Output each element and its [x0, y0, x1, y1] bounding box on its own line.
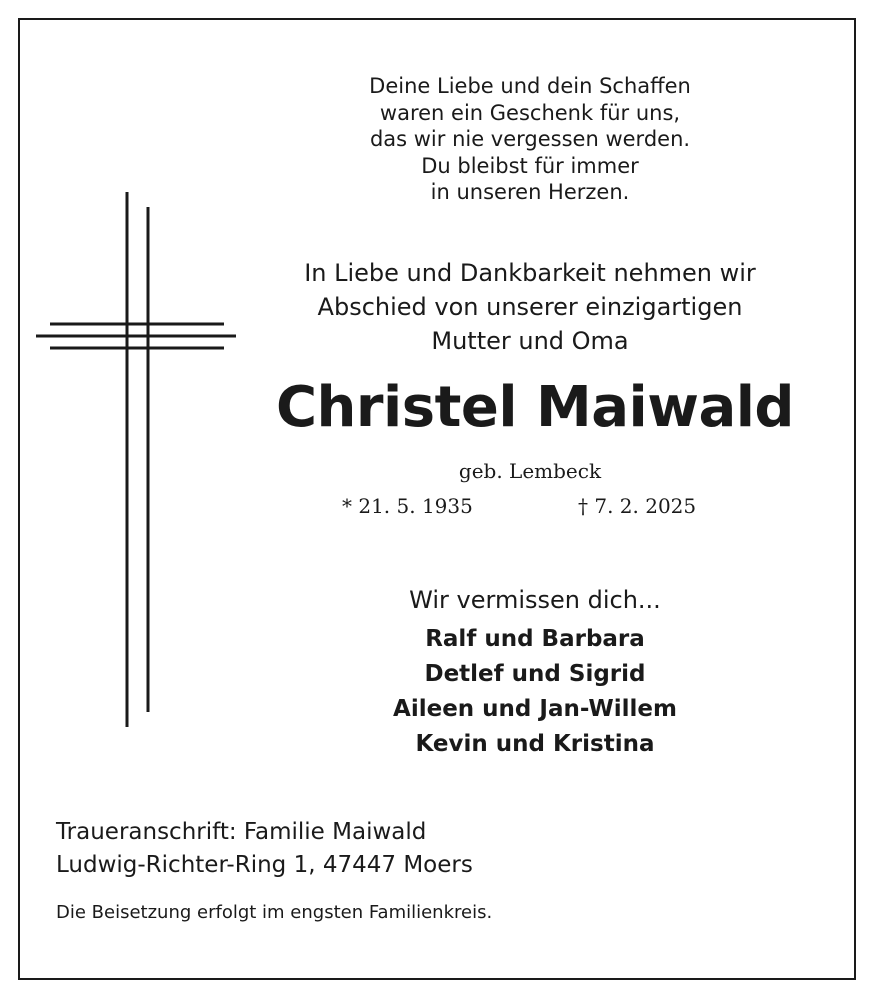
address-line: Ludwig-Richter-Ring 1, 47447 Moers	[56, 852, 473, 878]
deceased-name: Christel Maiwald	[275, 375, 795, 440]
poem-line: Du bleibst für immer	[421, 153, 639, 178]
poem-line: das wir nie vergessen werden.	[369, 127, 691, 151]
poem-line: waren ein Geschenk für uns,	[379, 100, 681, 125]
intro-line: Abschied von unserer einzigartigen	[317, 293, 743, 321]
mourners-list	[330, 622, 740, 762]
burial-note: Die Beisetzung erfolgt im engsten Familienkreis.	[56, 902, 493, 923]
mourner-entry: Aileen und Jan-Willem	[393, 696, 677, 722]
farewell-intro	[240, 256, 820, 358]
death-date: † 7. 2. 2025	[578, 494, 697, 518]
poem	[290, 73, 770, 206]
birth-date: * 21. 5. 1935	[342, 494, 473, 518]
address-line: Traueranschrift: Familie Maiwald	[56, 819, 427, 845]
cross-icon	[36, 192, 240, 736]
maiden-name: geb. Lembeck	[458, 459, 602, 483]
mourner-entry: Kevin und Kristina	[415, 731, 655, 757]
miss-line: Wir vermissen dich...	[409, 586, 661, 614]
mourner-entry: Detlef und Sigrid	[424, 661, 646, 687]
poem-line: Deine Liebe und dein Schaffen	[369, 74, 691, 98]
intro-line: Mutter und Oma	[431, 327, 629, 355]
poem-line: in unseren Herzen.	[430, 180, 630, 204]
intro-line: In Liebe und Dankbarkeit nehmen wir	[304, 259, 756, 287]
mourning-address	[56, 816, 473, 882]
mourner-entry: Ralf und Barbara	[425, 626, 645, 652]
